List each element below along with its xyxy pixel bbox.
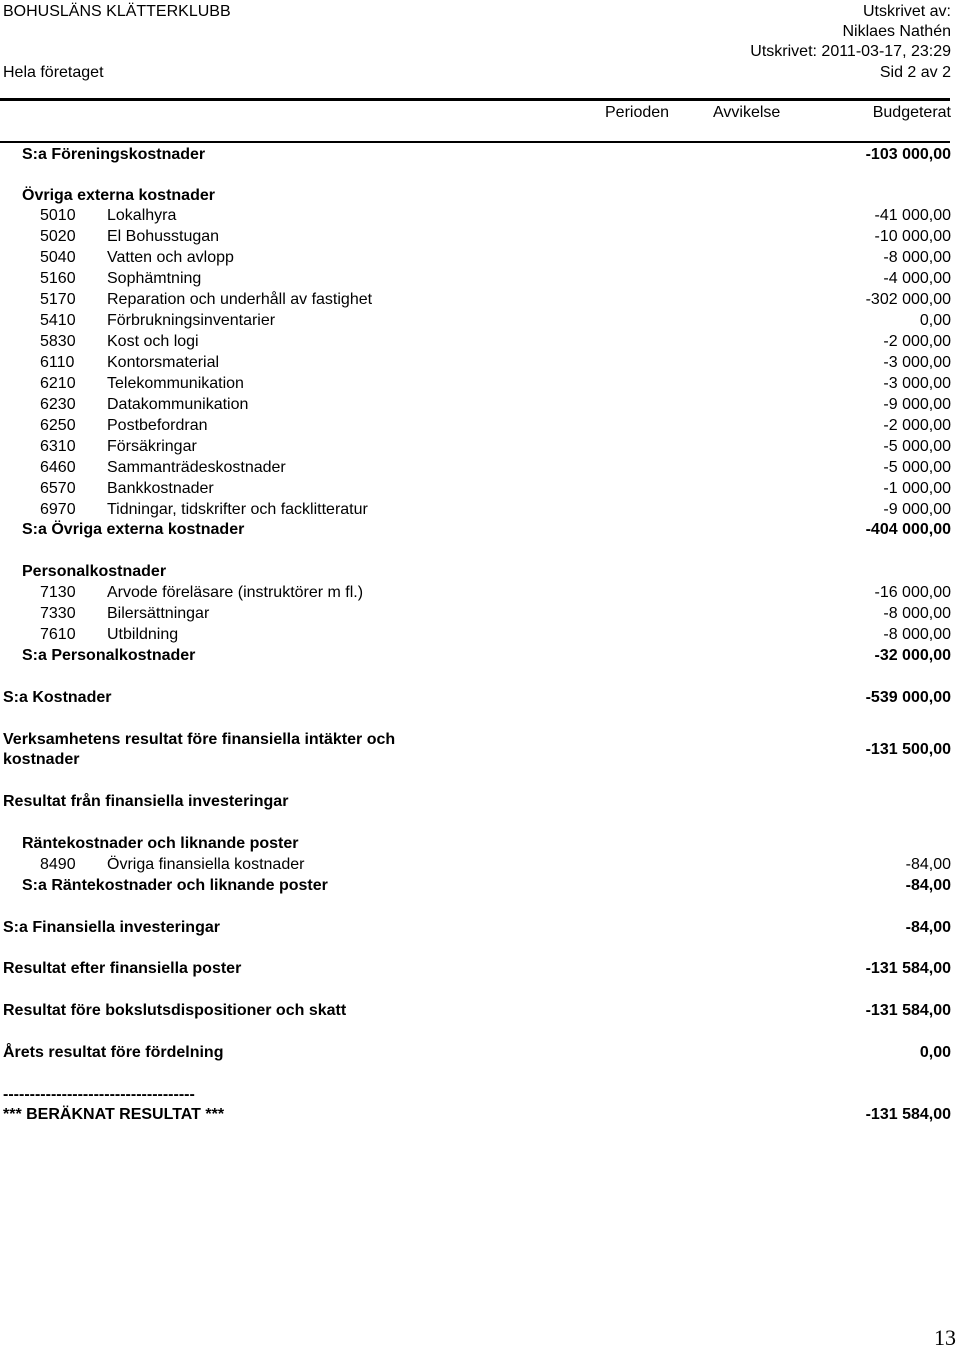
- account-value: -3 000,00: [883, 354, 951, 371]
- account-value: -8 000,00: [883, 626, 951, 643]
- account-code: 5020: [40, 228, 76, 245]
- operating-result-value: -131 500,00: [865, 741, 951, 758]
- result-after-financial-value: -131 584,00: [865, 960, 951, 977]
- account-name: Datakommunikation: [107, 396, 249, 413]
- account-name: Sophämtning: [107, 270, 202, 287]
- account-name: Övriga finansiella kostnader: [107, 856, 305, 873]
- account-value: -5 000,00: [883, 438, 951, 455]
- total-costs-label: S:a Kostnader: [3, 689, 112, 706]
- printed-by-name: Niklaes Nathén: [842, 23, 951, 40]
- account-name: Postbefordran: [107, 417, 208, 434]
- account-value: -5 000,00: [883, 459, 951, 476]
- account-name: El Bohusstugan: [107, 228, 220, 245]
- account-name: Tidningar, tidskrifter och facklitteratur: [107, 501, 368, 518]
- account-code: 6210: [40, 375, 76, 392]
- account-name: Vatten och avlopp: [107, 249, 234, 266]
- column-period: Perioden: [605, 104, 670, 121]
- account-code: 6570: [40, 480, 76, 497]
- account-code: 5410: [40, 312, 76, 329]
- account-name: Kontorsmaterial: [107, 354, 220, 371]
- account-code: 6460: [40, 459, 76, 476]
- dash-separator: ------------------------------------: [3, 1086, 195, 1103]
- account-name: Telekommunikation: [107, 375, 244, 392]
- header-rule: [0, 98, 950, 101]
- printed-date: Utskrivet: 2011-03-17, 23:29: [750, 43, 951, 60]
- year-result-value: 0,00: [919, 1044, 951, 1061]
- result-before-appropriations-value: -131 584,00: [865, 1002, 951, 1019]
- section-sum-label: S:a Övriga externa kostnader: [22, 521, 245, 538]
- column-budget: Budgeterat: [872, 104, 951, 121]
- section-heading: Personalkostnader: [22, 563, 167, 580]
- calculated-result-label: *** BERÄKNAT RESULTAT ***: [3, 1106, 225, 1123]
- account-value: -2 000,00: [883, 417, 951, 434]
- account-value: -8 000,00: [883, 605, 951, 622]
- account-name: Försäkringar: [107, 438, 197, 455]
- account-code: 6250: [40, 417, 76, 434]
- account-value: -302 000,00: [865, 291, 951, 308]
- account-code: 5010: [40, 207, 76, 224]
- account-code: 6110: [40, 354, 75, 371]
- account-name: Kost och logi: [107, 333, 199, 350]
- account-name: Förbrukningsinventarier: [107, 312, 276, 329]
- result-after-financial-label: Resultat efter finansiella poster: [3, 960, 242, 977]
- account-value: -3 000,00: [883, 375, 951, 392]
- column-rule: [0, 141, 950, 143]
- result-before-appropriations-label: Resultat före bokslutsdispositioner och skatt: [3, 1002, 347, 1019]
- section-heading: Räntekostnader och liknande poster: [22, 835, 299, 852]
- operating-result-label-line2: kostnader: [3, 751, 80, 768]
- financial-sum-label: S:a Finansiella investeringar: [3, 919, 220, 936]
- printed-by-label: Utskrivet av:: [862, 3, 951, 20]
- account-code: 7330: [40, 605, 76, 622]
- account-value: -41 000,00: [874, 207, 951, 224]
- section-sum-label: S:a Personalkostnader: [22, 647, 196, 664]
- account-value: -10 000,00: [874, 228, 951, 245]
- page-indicator: Sid 2 av 2: [879, 64, 951, 81]
- section-sum-value: -103 000,00: [865, 146, 951, 163]
- account-value: -1 000,00: [883, 480, 951, 497]
- report-scope: Hela företaget: [3, 64, 104, 81]
- column-deviation: Avvikelse: [713, 104, 781, 121]
- account-code: 5160: [40, 270, 76, 287]
- operating-result-label-line1: Verksamhetens resultat före finansiella intäkter och: [3, 731, 396, 748]
- account-name: Bankkostnader: [107, 480, 214, 497]
- account-value: -9 000,00: [883, 396, 951, 413]
- account-value: -84,00: [905, 856, 951, 873]
- account-code: 6230: [40, 396, 76, 413]
- section-sum-label: S:a Föreningskostnader: [22, 146, 206, 163]
- account-name: Lokalhyra: [107, 207, 177, 224]
- account-code: 5170: [40, 291, 76, 308]
- account-value: -4 000,00: [883, 270, 951, 287]
- account-code: 5830: [40, 333, 76, 350]
- account-code: 7610: [40, 626, 76, 643]
- section-heading: Övriga externa kostnader: [22, 187, 215, 204]
- total-costs-value: -539 000,00: [865, 689, 951, 706]
- account-name: Bilersättningar: [107, 605, 210, 622]
- org-name: BOHUSLÄNS KLÄTTERKLUBB: [3, 3, 231, 20]
- section-sum-label: S:a Räntekostnader och liknande poster: [22, 877, 328, 894]
- account-name: Reparation och underhåll av fastighet: [107, 291, 373, 308]
- financial-sum-value: -84,00: [905, 919, 951, 936]
- account-code: 5040: [40, 249, 76, 266]
- financial-heading: Resultat från finansiella investeringar: [3, 793, 289, 810]
- account-name: Arvode föreläsare (instruktörer m fl.): [107, 584, 364, 601]
- account-name: Sammanträdeskostnader: [107, 459, 286, 476]
- account-value: -8 000,00: [883, 249, 951, 266]
- account-code: 6970: [40, 501, 76, 518]
- account-value: 0,00: [919, 312, 951, 329]
- section-sum-value: -404 000,00: [865, 521, 951, 538]
- section-sum-value: -32 000,00: [874, 647, 951, 664]
- account-code: 6310: [40, 438, 76, 455]
- account-code: 8490: [40, 856, 76, 873]
- account-value: -16 000,00: [874, 584, 951, 601]
- account-value: -2 000,00: [883, 333, 951, 350]
- calculated-result-value: -131 584,00: [865, 1106, 951, 1123]
- account-name: Utbildning: [107, 626, 179, 643]
- account-code: 7130: [40, 584, 76, 601]
- year-result-label: Årets resultat före fördelning: [3, 1044, 224, 1061]
- account-value: -9 000,00: [883, 501, 951, 518]
- section-sum-value: -84,00: [905, 877, 951, 894]
- page-number: 13: [934, 1325, 956, 1350]
